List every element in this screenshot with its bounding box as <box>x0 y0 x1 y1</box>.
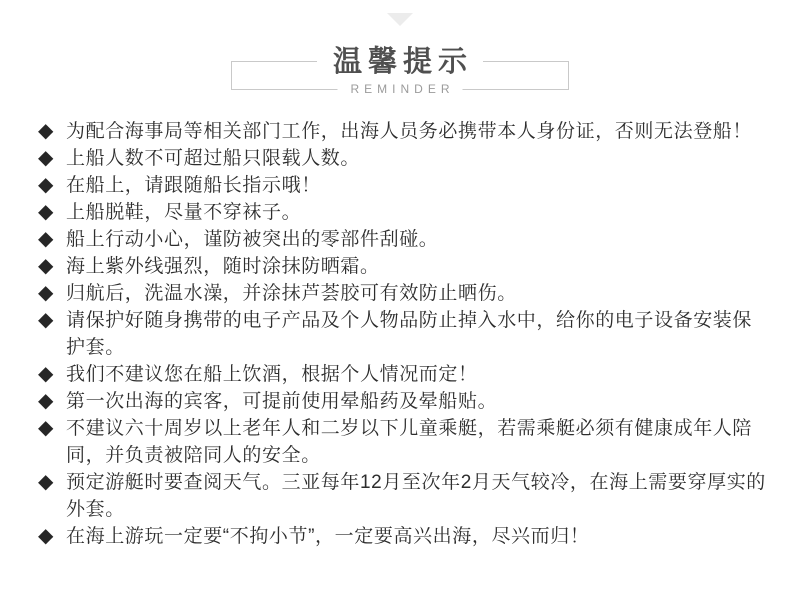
reminder-header <box>0 13 800 96</box>
list-item <box>38 361 766 388</box>
diamond-bullet-icon: ◆ <box>38 147 54 169</box>
diamond-bullet-icon: ◆ <box>38 471 54 493</box>
list-item <box>38 469 766 523</box>
title-box <box>231 45 569 96</box>
triangle-down-icon <box>387 13 413 26</box>
list-item-text: 我们不建议您在船上饮酒，根据个人情况而定！ <box>66 364 478 385</box>
list-item <box>38 145 766 172</box>
list-item-text: 不建议六十周岁以上老年人和二岁以下儿童乘艇，若需乘艇必须有健康成年人陪同，并负责被陪同人的安全。 <box>66 418 753 466</box>
diamond-bullet-icon: ◆ <box>38 255 54 277</box>
list-item <box>38 523 766 550</box>
diamond-bullet-icon: ◆ <box>38 525 54 547</box>
list-item <box>38 199 766 226</box>
list-item-text: 归航后，洗温水澡，并涂抹芦荟胶可有效防止晒伤。 <box>66 283 517 304</box>
diamond-bullet-icon: ◆ <box>38 228 54 250</box>
list-item-text: 第一次出海的宾客，可提前使用晕船药及晕船贴。 <box>66 391 498 412</box>
page-subtitle: REMINDER <box>337 82 462 96</box>
diamond-bullet-icon: ◆ <box>38 309 54 331</box>
list-item <box>38 118 766 145</box>
list-item <box>38 172 766 199</box>
page-title: 温馨提示 <box>317 47 483 77</box>
list-item-text: 上船人数不可超过船只限载人数。 <box>66 148 361 169</box>
list-item-text: 在船上，请跟随船长指示哦！ <box>66 175 321 196</box>
diamond-bullet-icon: ◆ <box>38 174 54 196</box>
diamond-bullet-icon: ◆ <box>38 363 54 385</box>
list-item-text: 上船脱鞋，尽量不穿袜子。 <box>66 202 302 223</box>
list-item-text: 为配合海事局等相关部门工作，出海人员务必携带本人身份证，否则无法登船！ <box>66 121 753 142</box>
list-item-text: 在海上游玩一定要“不拘小节”，一定要高兴出海，尽兴而归！ <box>66 526 590 547</box>
list-item-text: 船上行动小心，谨防被突出的零部件刮碰。 <box>66 229 439 250</box>
reminder-list <box>38 118 766 550</box>
diamond-bullet-icon: ◆ <box>38 390 54 412</box>
list-item <box>38 253 766 280</box>
list-item <box>38 280 766 307</box>
list-item-text: 海上紫外线强烈，随时涂抹防晒霜。 <box>66 256 380 277</box>
list-item <box>38 388 766 415</box>
diamond-bullet-icon: ◆ <box>38 201 54 223</box>
list-item <box>38 307 766 361</box>
list-item-text: 预定游艇时要查阅天气。三亚每年12月至次年2月天气较冷，在海上需要穿厚实的外套。 <box>66 472 766 520</box>
diamond-bullet-icon: ◆ <box>38 282 54 304</box>
diamond-bullet-icon: ◆ <box>38 120 54 142</box>
diamond-bullet-icon: ◆ <box>38 417 54 439</box>
list-item <box>38 415 766 469</box>
list-item <box>38 226 766 253</box>
list-item-text: 请保护好随身携带的电子产品及个人物品防止掉入水中，给你的电子设备安装保护套。 <box>66 310 753 358</box>
